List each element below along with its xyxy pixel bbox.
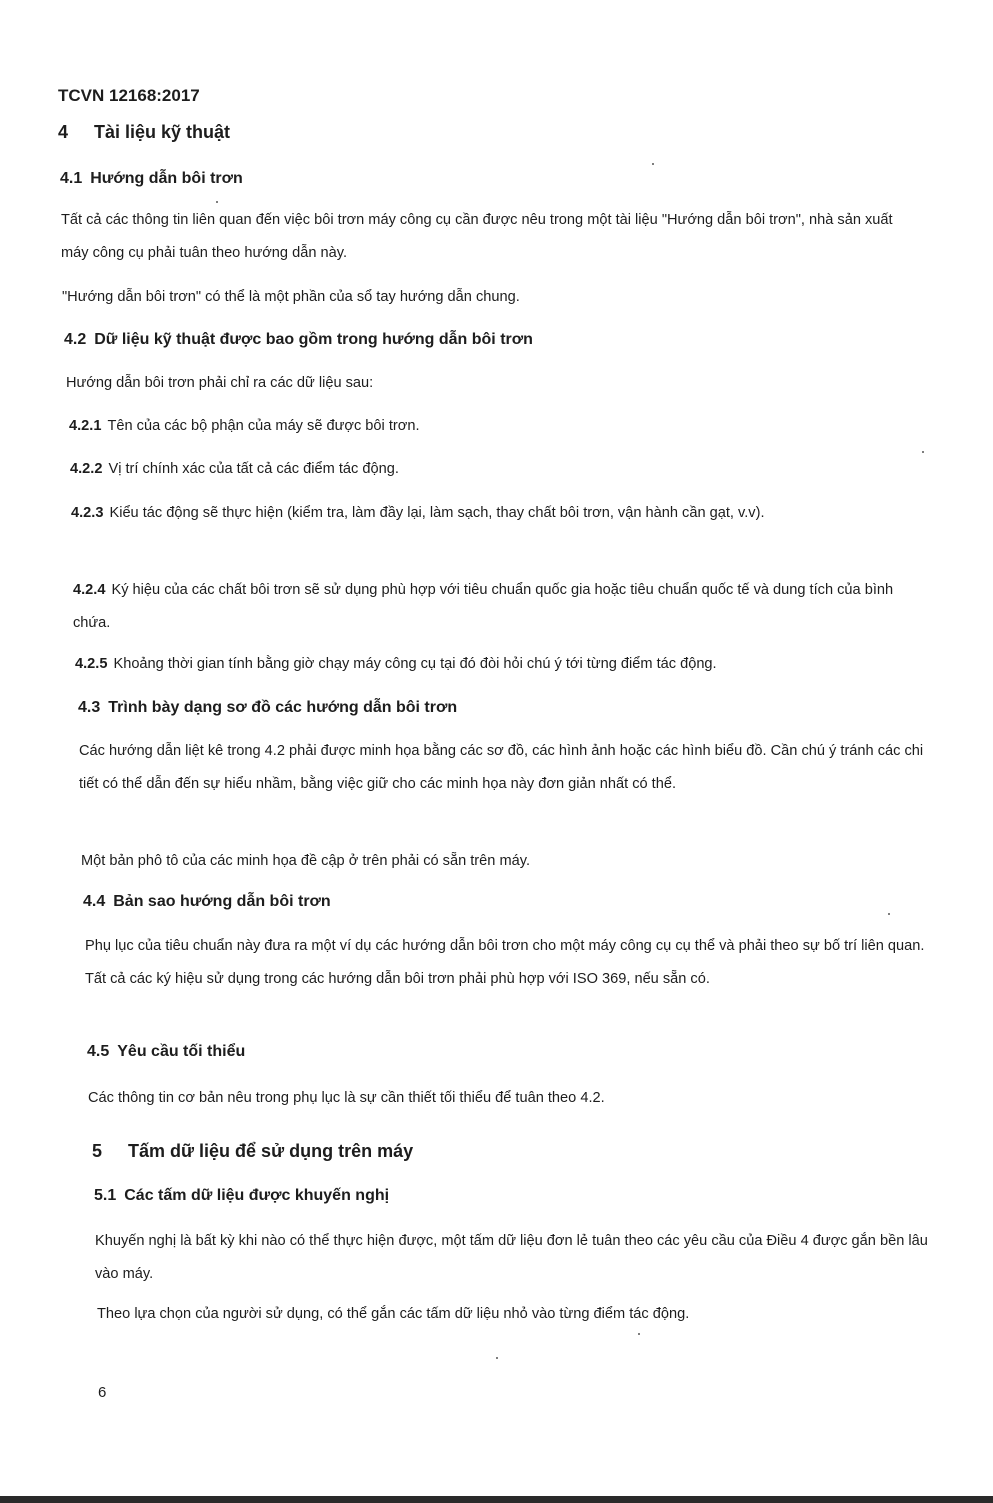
subsection-number: 4.5 <box>87 1043 110 1060</box>
subsection-number: 5.1 <box>94 1187 117 1204</box>
clause-text: Vị trí chính xác của tất cả các điểm tác động. <box>108 461 399 477</box>
scan-speck <box>652 163 654 165</box>
clause-4-2-4 <box>73 574 923 640</box>
section-4-heading <box>58 122 230 143</box>
subsection-4-5-heading <box>87 1043 245 1061</box>
scan-bottom-edge <box>0 1496 993 1503</box>
subsection-title: Hướng dẫn bôi trơn <box>90 170 243 187</box>
subsection-number: 4.4 <box>83 893 106 910</box>
paragraph: Hướng dẫn bôi trơn phải chỉ ra các dữ liệu sau: <box>66 375 374 391</box>
paragraph: Khuyến nghị là bất kỳ khi nào có thể thực hiện được, một tấm dữ liệu đơn lẻ tuân theo các yêu cầu của Điều 4 được gắn bền lâu vào máy. <box>95 1233 928 1282</box>
clause-text: Tên của các bộ phận của máy sẽ được bôi trơn. <box>107 418 420 434</box>
subsection-title: Dữ liệu kỹ thuật được bao gồm trong hướng dẫn bôi trơn <box>94 331 533 348</box>
scan-speck <box>496 1357 498 1359</box>
section-number: 4 <box>58 122 69 142</box>
paragraph: Các thông tin cơ bản nêu trong phụ lục là sự cần thiết tối thiểu để tuân theo 4.2. <box>88 1090 605 1106</box>
clause-4-2-1 <box>69 410 919 443</box>
scan-speck <box>216 201 218 203</box>
subsection-title: Yêu cầu tối thiểu <box>117 1043 246 1060</box>
paragraph: Một bản phô tô của các minh họa đề cập ở trên phải có sẵn trên máy. <box>81 853 530 869</box>
section-5-heading <box>92 1141 413 1162</box>
subsection-number: 4.2 <box>64 331 87 348</box>
clause-4-2-3 <box>71 497 921 530</box>
clause-4-2-2 <box>70 453 920 486</box>
section-title: Tấm dữ liệu để sử dụng trên máy <box>128 1141 414 1161</box>
clause-number: 4.2.3 <box>71 505 104 521</box>
section-title: Tài liệu kỹ thuật <box>94 122 231 142</box>
subsection-4-1-heading <box>60 170 243 188</box>
clause-number: 4.2.2 <box>70 461 103 477</box>
clause-text: Kiểu tác động sẽ thực hiện (kiểm tra, làm đầy lại, làm sạch, thay chất bôi trơn, vận hành cần gạt, v.v). <box>109 505 765 521</box>
clause-number: 4.2.4 <box>73 582 106 598</box>
section-number: 5 <box>92 1141 103 1161</box>
subsection-title: Trình bày dạng sơ đồ các hướng dẫn bôi trơn <box>108 699 458 716</box>
clause-number: 4.2.5 <box>75 656 108 672</box>
subsection-number: 4.1 <box>60 170 83 187</box>
subsection-title: Bản sao hướng dẫn bôi trơn <box>113 893 331 910</box>
subsection-5-1-heading <box>94 1187 389 1205</box>
clause-number: 4.2.1 <box>69 418 102 434</box>
paragraph: "Hướng dẫn bôi trơn" có thể là một phần của sổ tay hướng dẫn chung. <box>62 289 520 305</box>
subsection-number: 4.3 <box>78 699 101 716</box>
scan-speck <box>888 913 890 915</box>
paragraph: Các hướng dẫn liệt kê trong 4.2 phải được minh họa bằng các sơ đồ, các hình ảnh hoặc các hình biểu đồ. Cần chú ý tránh các chi tiết có thể dẫn đến sự hiểu nhầm, bằng việc giữ cho các minh họa này đơn giản nhất có thể. <box>79 743 924 792</box>
scan-speck <box>638 1333 640 1335</box>
page-number: 6 <box>98 1384 107 1401</box>
subsection-4-2-heading <box>64 331 533 349</box>
subsection-4-4-heading <box>83 893 331 911</box>
paragraph: Theo lựa chọn của người sử dụng, có thể gắn các tấm dữ liệu nhỏ vào từng điểm tác động. <box>97 1306 690 1322</box>
scan-speck <box>922 451 924 453</box>
clause-text: Khoảng thời gian tính bằng giờ chạy máy công cụ tại đó đòi hỏi chú ý tới từng điểm tác động. <box>113 656 717 672</box>
clause-4-2-5 <box>75 648 925 681</box>
subsection-title: Các tấm dữ liệu được khuyến nghị <box>124 1187 390 1204</box>
paragraph: Tất cả các thông tin liên quan đến việc bôi trơn máy công cụ cần được nêu trong một tài liệu "Hướng dẫn bôi trơn", nhà sản xuất máy công cụ phải tuân theo hướng dẫn này. <box>61 212 893 261</box>
paragraph: Phụ lục của tiêu chuẩn này đưa ra một ví dụ các hướng dẫn bôi trơn cho một máy công cụ cụ thể và phải theo sự bố trí liên quan. Tất cả các ký hiệu sử dụng trong các hướng dẫn bôi trơn phải phù hợp với ISO 369, nếu sẵn có. <box>85 938 925 987</box>
subsection-4-3-heading <box>78 699 457 717</box>
clause-text: Ký hiệu của các chất bôi trơn sẽ sử dụng phù hợp với tiêu chuẩn quốc gia hoặc tiêu chuẩn quốc tế và dung tích của bình chứa. <box>73 582 894 631</box>
standard-code: TCVN 12168:2017 <box>58 86 200 105</box>
